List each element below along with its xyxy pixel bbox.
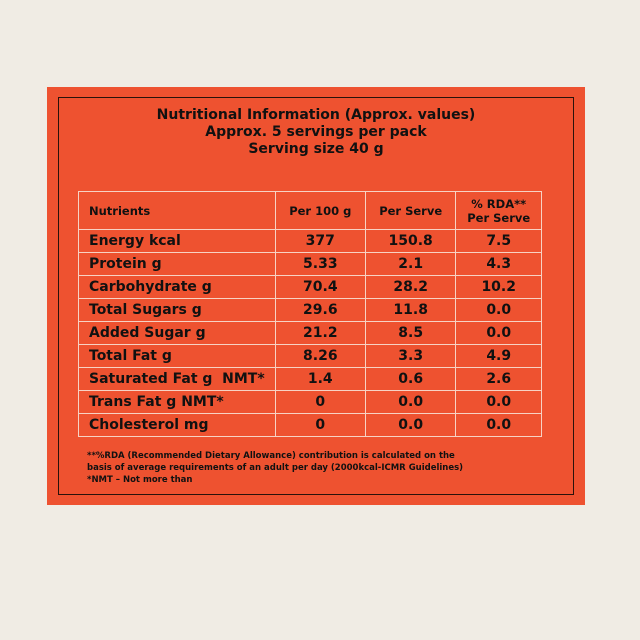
heading-title: Nutritional Information (Approx. values) (156, 107, 476, 123)
per-100g-value: 21.2 (275, 322, 365, 345)
rda-value: 7.5 (456, 230, 542, 253)
per-100g-value: 1.4 (275, 368, 365, 391)
per-serve-value: 8.5 (365, 322, 456, 345)
rda-value: 2.6 (456, 368, 542, 391)
nutrient-name: Total Sugars g (79, 299, 276, 322)
per-serve-value: 2.1 (365, 253, 456, 276)
per-serve-value: 0.0 (365, 391, 456, 414)
nutrient-name: Total Fat g (79, 345, 276, 368)
header-per-100g: Per 100 g (275, 192, 365, 230)
per-serve-value: 150.8 (365, 230, 456, 253)
per-100g-value: 70.4 (275, 276, 365, 299)
per-100g-value: 8.26 (275, 345, 365, 368)
header-rda-line1: % RDA** (471, 196, 527, 211)
per-100g-value: 5.33 (275, 253, 365, 276)
footnote-rda-cont: basis of average requirements of an adult per day (2000kcal-ICMR Guidelines) (87, 463, 464, 473)
per-100g-value: 0 (275, 414, 365, 437)
nutrition-table (78, 191, 542, 437)
rda-value: 0.0 (456, 391, 542, 414)
table-row (79, 276, 542, 299)
per-serve-value: 3.3 (365, 345, 456, 368)
header-rda (456, 192, 542, 230)
nutrient-name: Saturated Fat g NMT* (79, 368, 276, 391)
rda-value: 0.0 (456, 322, 542, 345)
nutrient-name: Protein g (79, 253, 276, 276)
table-header-row (79, 192, 542, 230)
table-row (79, 345, 542, 368)
rda-value: 0.0 (456, 299, 542, 322)
table-row (79, 414, 542, 437)
table-row (79, 299, 542, 322)
header-rda-line2: Per Serve (467, 210, 531, 225)
heading-serving-size: Serving size 40 g (248, 141, 384, 157)
header-nutrients: Nutrients (79, 192, 276, 230)
rda-value: 4.9 (456, 345, 542, 368)
nutrient-name: Added Sugar g (79, 322, 276, 345)
table-row (79, 322, 542, 345)
per-serve-value: 0.0 (365, 414, 456, 437)
table-row (79, 368, 542, 391)
header-per-serve: Per Serve (365, 192, 456, 230)
footnotes (87, 450, 537, 486)
per-serve-value: 28.2 (365, 276, 456, 299)
rda-value: 0.0 (456, 414, 542, 437)
nutrient-name: Trans Fat g NMT* (79, 391, 276, 414)
nutrient-name: Cholesterol mg (79, 414, 276, 437)
nutrient-name: Energy kcal (79, 230, 276, 253)
per-serve-value: 11.8 (365, 299, 456, 322)
per-100g-value: 0 (275, 391, 365, 414)
rda-value: 4.3 (456, 253, 542, 276)
heading-servings: Approx. 5 servings per pack (205, 124, 427, 140)
nutrient-name: Carbohydrate g (79, 276, 276, 299)
per-100g-value: 377 (275, 230, 365, 253)
table-row (79, 253, 542, 276)
per-100g-value: 29.6 (275, 299, 365, 322)
rda-value: 10.2 (456, 276, 542, 299)
per-serve-value: 0.6 (365, 368, 456, 391)
footnote-rda: **%RDA (Recommended Dietary Allowance) contribution is calculated on the (87, 451, 455, 461)
footnote-nmt: *NMT – Not more than (87, 475, 193, 485)
nutrition-heading (47, 107, 585, 158)
table-row (79, 230, 542, 253)
table-row (79, 391, 542, 414)
